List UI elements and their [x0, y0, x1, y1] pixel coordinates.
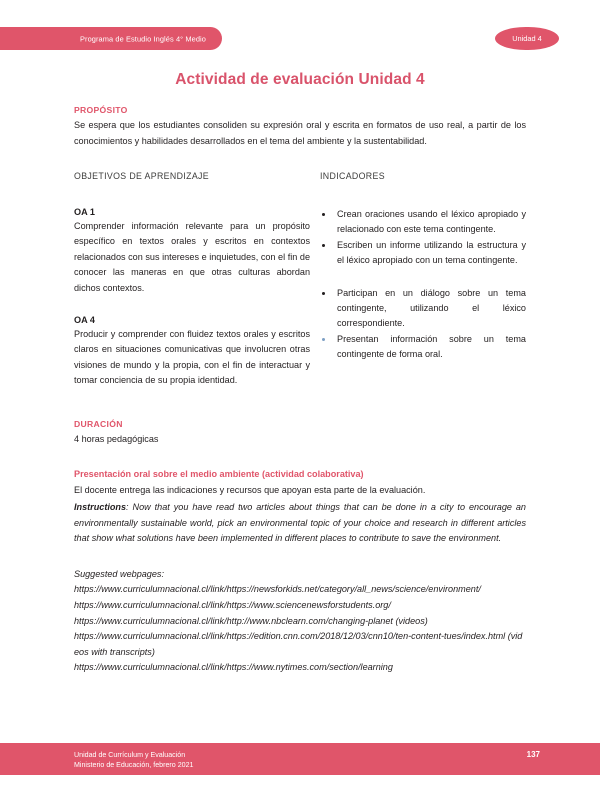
objetivo-code: OA 1 [74, 207, 95, 217]
activity-instructions [74, 500, 526, 547]
document-body [74, 105, 526, 676]
duracion-section [74, 419, 526, 447]
objetivo-code: OA 4 [74, 315, 95, 326]
proposito-heading: PROPÓSITO [74, 105, 128, 115]
webpage-link[interactable]: https://www.curriculumnacional.cl/link/http://www.nbclearn.com/changing-planet (videos) [74, 615, 428, 626]
webpage-link[interactable]: https://www.curriculumnacional.cl/link/https://www.nytimes.com/section/learning [74, 662, 393, 673]
indicador-list [320, 207, 526, 269]
indicador-group [320, 207, 526, 269]
objetivos-column [74, 171, 310, 389]
footer-line-1: Unidad de Currículum y Evaluación [74, 751, 186, 759]
unit-badge-label: Unidad 4 [512, 34, 542, 43]
indicador-group [320, 286, 526, 363]
page-title: Actividad de evaluación Unidad 4 [175, 71, 425, 88]
instructions-text: : Now that you have read two articles about things that can be done in a city to encourage an environmentally sustainable world, pick an environmental topic of your choice and research in different articles that show what solutions have been implemented in different places to contribute to save the environment. [74, 502, 526, 544]
duracion-heading: DURACIÓN [74, 418, 123, 429]
activity-intro: El docente entrega las indicaciones y recursos que apoyan esta parte de la evaluación. [74, 484, 426, 495]
column-gap [310, 171, 320, 389]
indicadores-column-title: INDICADORES [320, 171, 385, 181]
suggested-webpages-title: Suggested webpages: [74, 568, 164, 579]
instructions-label: Instructions [74, 502, 127, 513]
suggested-webpages-section [74, 567, 526, 676]
webpage-link[interactable]: https://www.curriculumnacional.cl/link/https://www.sciencenewsforstudents.org/ [74, 600, 391, 611]
program-tab-label: Programa de Estudio Inglés 4° Medio [79, 34, 206, 43]
proposito-section [74, 105, 526, 149]
objetivo-text: Comprender información relevante para un propósito específico en textos orales y escritos en contextos relacionados con sus intereses e inquietudes, con el fin de conocer las maneras en que otras culturas abordan dichos contextos. [74, 221, 310, 293]
objetivo-text: Producir y comprender con fluidez textos orales y escritos claros en situaciones comunicativas que involucren otras visiones de mundo y la propia, con el fin de interactuar y tomar conciencia de su propia identidad. [74, 329, 310, 386]
list-item: Participan en un diálogo sobre un tema contingente, utilizando el léxico correspondiente. [320, 286, 526, 332]
list-item: Crean oraciones usando el léxico apropiado y relacionado con este tema contingente. [320, 207, 526, 238]
indicadores-column [320, 171, 526, 389]
footer-line-2: Ministerio de Educación, febrero 2021 [74, 761, 194, 769]
duracion-value: 4 horas pedagógicas [74, 433, 159, 444]
proposito-text: Se espera que los estudiantes consoliden su expresión oral y escrita en formatos de uso real, a partir de los conocimientos y habilidades desarrollados en el tema del ambiente y la sustentabilidad. [74, 120, 526, 146]
indicador-list [320, 286, 526, 363]
webpage-link[interactable]: https://www.curriculumnacional.cl/link/https://edition.cnn.com/2018/12/03/cnn10/ten-content-tues/index.html (videos with transcripts) [74, 631, 523, 657]
program-tab [0, 27, 222, 50]
objetivo-item [74, 315, 310, 389]
list-item: Escriben un informe utilizando la estructura y el léxico apropiado con un tema contingente. [320, 238, 526, 269]
page-footer [0, 743, 600, 775]
objetivos-column-title: OBJETIVOS DE APRENDIZAJE [74, 171, 210, 181]
activity-section [74, 469, 526, 547]
objectives-indicators-columns [74, 171, 526, 389]
list-item: Presentan información sobre un tema contingente de forma oral. [320, 332, 526, 363]
activity-title: Presentación oral sobre el medio ambiente (actividad colaborativa) [74, 468, 364, 479]
page-number: 137 [526, 750, 540, 759]
objetivo-item [74, 207, 310, 296]
webpage-link[interactable]: https://www.curriculumnacional.cl/link/https://newsforkids.net/category/all_news/science/environment/ [74, 584, 481, 595]
unit-badge [495, 27, 559, 50]
footer-org [74, 750, 193, 770]
